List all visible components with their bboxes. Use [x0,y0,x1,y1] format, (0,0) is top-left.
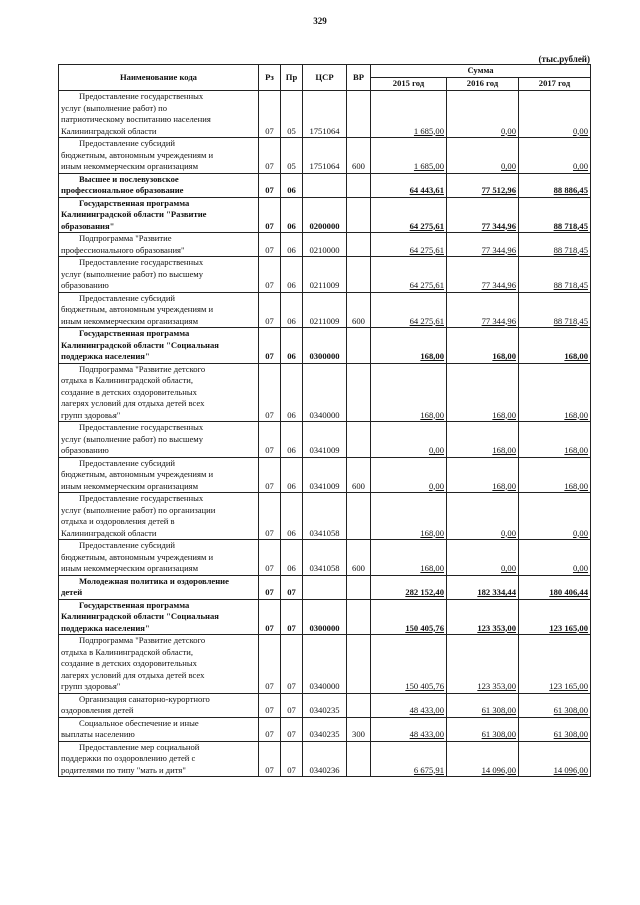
cell-y2017: 180 406,44 [519,575,591,599]
cell-rz: 07 [259,717,281,741]
row-name-line: Государственная программа [79,197,190,208]
cell-csr: 0341009 [303,422,347,458]
cell-y2016: 61 308,00 [447,693,519,717]
cell-vr: 600 [347,540,371,576]
cell-y2015: 282 152,40 [371,575,447,599]
cell-y2016: 168,00 [447,363,519,422]
cell-rz: 07 [259,91,281,138]
cell-y2015: 1 685,00 [371,91,447,138]
cell-vr [347,233,371,257]
cell-y2016: 77 344,96 [447,233,519,257]
cell-csr: 0211009 [303,257,347,293]
cell-pr: 06 [281,457,303,493]
cell-csr: 0340236 [303,741,347,777]
cell-y2017: 61 308,00 [519,693,591,717]
header-sum: Сумма [371,65,591,78]
row-name [59,328,259,364]
cell-y2016: 168,00 [447,328,519,364]
row-name [59,741,259,777]
cell-y2016: 0,00 [447,91,519,138]
table-row [59,693,591,717]
row-name-line: Предоставление мер социальной [79,741,200,752]
row-name-line: Калининградской области "Социальная [61,611,219,621]
cell-vr [347,173,371,197]
cell-y2017: 123 165,00 [519,635,591,694]
row-name-line: Предоставление субсидий [79,457,176,468]
row-name [59,540,259,576]
cell-rz: 07 [259,292,281,328]
header-rz: Рз [259,65,281,91]
row-name-line: отдыха в Калининградской области, [61,646,193,657]
header-pr: Пр [281,65,303,91]
row-name-line: бюджетным, автономным учреждениям и [61,551,214,562]
cell-y2015: 150 405,76 [371,599,447,635]
row-name-line: патриотическому воспитанию населения [61,114,211,124]
row-name-line: профессионального образования" [61,244,185,255]
cell-y2016: 168,00 [447,457,519,493]
cell-y2016: 0,00 [447,493,519,540]
cell-csr [303,575,347,599]
cell-rz: 07 [259,575,281,599]
row-name-line: детей [61,587,83,597]
row-name-line: создание в детских оздоровительных [61,386,197,397]
table-row [59,363,591,422]
row-name-line: иным некоммерческим организациям [61,161,199,171]
row-name-line: групп здоровья" [61,409,121,420]
cell-y2017: 14 096,00 [519,741,591,777]
table-row [59,540,591,576]
cell-y2017: 88 718,45 [519,233,591,257]
table-row [59,91,591,138]
cell-vr [347,635,371,694]
cell-y2015: 168,00 [371,328,447,364]
cell-y2017: 88 718,45 [519,257,591,293]
cell-y2017: 168,00 [519,422,591,458]
row-name-line: Предоставление субсидий [79,138,176,148]
cell-csr [303,173,347,197]
cell-rz: 07 [259,197,281,233]
cell-y2017: 0,00 [519,540,591,576]
row-name-line: Предоставление субсидий [79,540,176,550]
row-name [59,292,259,328]
row-name [59,693,259,717]
table-row [59,493,591,540]
cell-y2015: 48 433,00 [371,717,447,741]
cell-vr [347,422,371,458]
cell-y2017: 168,00 [519,363,591,422]
cell-vr [347,741,371,777]
row-name [59,599,259,635]
cell-rz: 07 [259,422,281,458]
cell-pr: 06 [281,233,303,257]
header-name: Наименование кода [59,65,259,91]
cell-pr: 06 [281,493,303,540]
cell-pr: 07 [281,693,303,717]
unit-note: (тыс.рублей) [538,54,590,64]
row-name-line: Государственная программа [79,599,190,610]
row-name-line: иным некоммерческим организациям [61,563,199,573]
table-row [59,599,591,635]
cell-y2017: 88 718,45 [519,292,591,328]
cell-csr: 0300000 [303,328,347,364]
row-name-line: Калининградской области [61,527,157,538]
row-name-line: Предоставление государственных [79,91,204,101]
row-name-line: Высшее и послевузовское [79,173,179,184]
cell-y2017: 88 718,45 [519,197,591,233]
cell-rz: 07 [259,741,281,777]
cell-y2016: 14 096,00 [447,741,519,777]
table-row [59,328,591,364]
cell-csr: 0200000 [303,197,347,233]
row-name [59,138,259,174]
row-name-line: услуг (выполнение работ) по высшему [61,433,203,444]
row-name [59,257,259,293]
cell-y2016: 77 512,96 [447,173,519,197]
header-year-2015: 2015 год [371,78,447,91]
page-number: 329 [313,16,327,26]
cell-y2016: 77 344,96 [447,257,519,293]
cell-y2017: 123 165,00 [519,599,591,635]
cell-rz: 07 [259,693,281,717]
cell-y2017: 0,00 [519,138,591,174]
row-name-line: отдыха в Калининградской области, [61,375,193,385]
table-row [59,575,591,599]
table-row [59,292,591,328]
cell-vr [347,493,371,540]
cell-y2016: 168,00 [447,422,519,458]
row-name-line: Социальное обеспечение и иные [79,717,199,728]
cell-y2017: 88 886,45 [519,173,591,197]
row-name [59,717,259,741]
cell-rz: 07 [259,599,281,635]
cell-pr: 06 [281,197,303,233]
cell-csr: 0341009 [303,457,347,493]
table-body [59,91,591,777]
table-row [59,197,591,233]
row-name-line: отдыха и оздоровления детей в [61,516,175,526]
row-name [59,363,259,422]
cell-y2015: 150 405,76 [371,635,447,694]
row-name [59,635,259,694]
cell-vr [347,599,371,635]
cell-y2016: 0,00 [447,540,519,576]
row-name-line: поддержка населения" [61,351,150,361]
cell-y2015: 64 443,61 [371,173,447,197]
row-name-line: иным некоммерческим организациям [61,480,199,491]
row-name-line: выплаты населению [61,729,135,739]
row-name-line: Подпрограмма "Развитие детского [79,363,206,374]
cell-vr [347,328,371,364]
table-row [59,173,591,197]
cell-y2016: 61 308,00 [447,717,519,741]
cell-y2016: 182 334,44 [447,575,519,599]
table-row [59,741,591,777]
cell-y2017: 168,00 [519,457,591,493]
cell-csr: 0340235 [303,717,347,741]
cell-y2015: 0,00 [371,457,447,493]
cell-csr: 1751064 [303,138,347,174]
cell-rz: 07 [259,138,281,174]
cell-vr [347,197,371,233]
cell-pr: 06 [281,363,303,422]
row-name [59,457,259,493]
cell-y2015: 64 275,61 [371,197,447,233]
cell-y2016: 77 344,96 [447,197,519,233]
cell-y2015: 168,00 [371,493,447,540]
cell-y2015: 64 275,61 [371,257,447,293]
table-row [59,635,591,694]
row-name-line: Предоставление государственных [79,422,204,432]
table-row [59,717,591,741]
cell-y2017: 0,00 [519,91,591,138]
row-name-line: Калининградской области "Социальная [61,339,219,350]
row-name-line: бюджетным, автономным учреждениям и [61,149,214,160]
row-name-line: услуг (выполнение работ) по организации [61,504,216,515]
cell-rz: 07 [259,233,281,257]
row-name-line: образованию [61,445,109,455]
table-row [59,138,591,174]
cell-pr: 07 [281,599,303,635]
table-row [59,257,591,293]
cell-pr: 07 [281,741,303,777]
row-name-line: Государственная программа [79,328,190,338]
budget-table [58,64,591,777]
cell-y2017: 0,00 [519,493,591,540]
cell-pr: 06 [281,257,303,293]
cell-pr: 07 [281,717,303,741]
header-csr: ЦСР [303,65,347,91]
cell-y2015: 48 433,00 [371,693,447,717]
cell-pr: 05 [281,138,303,174]
cell-pr: 06 [281,173,303,197]
cell-pr: 06 [281,328,303,364]
row-name [59,575,259,599]
cell-vr [347,693,371,717]
cell-y2017: 61 308,00 [519,717,591,741]
cell-pr: 06 [281,540,303,576]
cell-csr: 0341058 [303,493,347,540]
cell-pr: 05 [281,91,303,138]
row-name-line: услуг (выполнение работ) по [61,102,168,113]
row-name-line: Предоставление субсидий [79,292,176,303]
cell-y2015: 64 275,61 [371,292,447,328]
table-row [59,422,591,458]
cell-pr: 07 [281,635,303,694]
cell-rz: 07 [259,328,281,364]
row-name [59,422,259,458]
row-name-line: лагерях условий для отдыха детей всех [61,398,205,408]
cell-vr: 300 [347,717,371,741]
row-name-line: Подпрограмма "Развитие [79,233,172,243]
cell-vr: 600 [347,138,371,174]
cell-csr: 0340000 [303,635,347,694]
row-name-line: Молодежная политика и оздоровление [79,575,229,586]
cell-vr [347,91,371,138]
cell-vr [347,363,371,422]
cell-y2016: 77 344,96 [447,292,519,328]
row-name-line: поддержка населения" [61,622,150,633]
row-name-line: бюджетным, автономным учреждениям и [61,469,214,479]
cell-csr: 0211009 [303,292,347,328]
cell-rz: 07 [259,540,281,576]
cell-pr: 07 [281,575,303,599]
row-name-line: профессиональное образование [61,185,184,195]
row-name-line: образованию [61,280,109,290]
row-name-line: иным некоммерческим организациям [61,315,199,326]
cell-y2016: 123 353,00 [447,599,519,635]
row-name-line: групп здоровья" [61,681,121,691]
cell-y2016: 123 353,00 [447,635,519,694]
cell-vr [347,575,371,599]
cell-vr: 600 [347,457,371,493]
cell-csr: 0340235 [303,693,347,717]
cell-y2015: 0,00 [371,422,447,458]
row-name [59,493,259,540]
header-year-2016: 2016 год [447,78,519,91]
cell-csr: 1751064 [303,91,347,138]
row-name-line: Калининградской области "Развитие [61,209,207,219]
row-name-line: родителями по типу "мать и дитя" [61,764,186,775]
row-name-line: Предоставление государственных [79,257,204,267]
row-name [59,233,259,257]
row-name-line: оздоровления детей [61,705,134,715]
cell-csr: 0341058 [303,540,347,576]
cell-pr: 06 [281,292,303,328]
cell-y2015: 64 275,61 [371,233,447,257]
row-name [59,91,259,138]
header-year-2017: 2017 год [519,78,591,91]
cell-csr: 0210000 [303,233,347,257]
cell-vr: 600 [347,292,371,328]
row-name-line: образования" [61,220,115,231]
cell-y2017: 168,00 [519,328,591,364]
cell-y2015: 6 675,91 [371,741,447,777]
cell-y2015: 168,00 [371,540,447,576]
row-name-line: поддержки по оздоровлению детей с [61,753,196,763]
cell-y2015: 168,00 [371,363,447,422]
cell-pr: 06 [281,422,303,458]
cell-rz: 07 [259,493,281,540]
row-name [59,173,259,197]
table-row [59,233,591,257]
row-name [59,197,259,233]
cell-rz: 07 [259,635,281,694]
cell-csr: 0300000 [303,599,347,635]
cell-y2015: 1 685,00 [371,138,447,174]
row-name-line: создание в детских оздоровительных [61,658,197,668]
cell-vr [347,257,371,293]
row-name-line: услуг (выполнение работ) по высшему [61,268,203,279]
row-name-line: лагерях условий для отдыха детей всех [61,669,205,680]
cell-rz: 07 [259,173,281,197]
cell-rz: 07 [259,257,281,293]
row-name-line: Калининградской области [61,125,157,136]
cell-rz: 07 [259,457,281,493]
row-name-line: Предоставление государственных [79,493,204,503]
cell-rz: 07 [259,363,281,422]
cell-csr: 0340000 [303,363,347,422]
table-row [59,457,591,493]
row-name-line: бюджетным, автономным учреждениям и [61,304,214,314]
header-vr: ВР [347,65,371,91]
cell-y2016: 0,00 [447,138,519,174]
row-name-line: Подпрограмма "Развитие детского [79,635,206,645]
row-name-line: Организация санаторно-курортного [79,693,210,704]
